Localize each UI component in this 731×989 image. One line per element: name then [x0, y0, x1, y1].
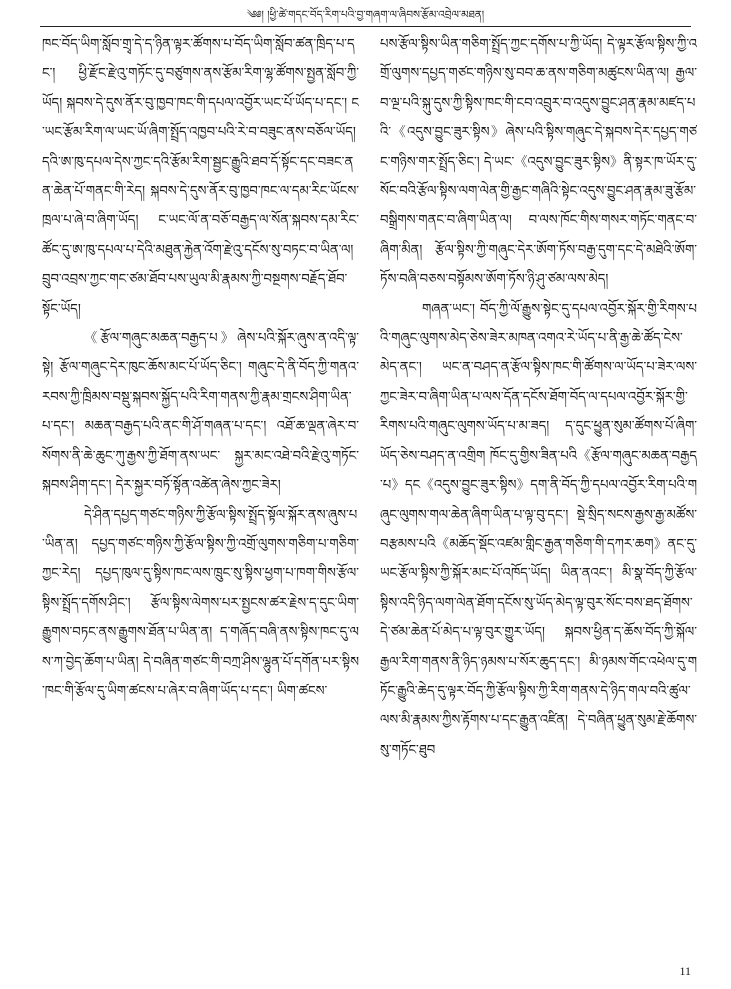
left-column	[42, 30, 359, 706]
right-paragraph-2: གཞན་ཡང་། བོད་ཀྱི་ལོ་རྒྱུས་སྟེང་དུ་དཔལ་འབྱོར་སྐོར་གྱི་རིགས་པའི་གཞུང་ལུགས་མེད་ཅེས་ཟེར་མཁན་འགའ་རེ་ཡོད་པ་ནི་རྒྱ་ཆེ་ཚོད་ངེས་མེད་ནང་། ཡང་ན་བཤད་ན་རྩོལ་སྟིས་ཁང་གི་ཚོགས་ལ་ཡོད་པ་ཟེར་ལས་ཀྱང་ཟེར་བ་ཞིག་ཡིན་པ་ལས་དོན་དངོས་ཐོག་བོད་ལ་དཔལ་འབྱོར་སྐོར་གྱི་རིགས་པའི་གཞུང་ལུགས་ཡོད་པ་མ་ཟད། ད་དུང་ཕྱུན་སུམ་ཚོགས་པོ་ཞིག་ཡོད་ཅེས་བཤད་ན་འགྲིག ཁོང་དུ་གྱིས་ཟིན་པའི《རྩོལ་གཞུང་མཆན་བརྒྱད་པ》དང《འདུས་བྱུང་ཟུར་སྟིས》དག་ནི་བོད་ཀྱི་དཔལ་འབྱོར་རིག་པའི་གཞུང་ལུགས་གལ་ཆེན་ཞིག་ཡིན་པ་ལྟ་བུ་དང་། སྡེ་སྲིད་སངས་རྒྱས་རྒྱ་མཚོས་བརྩམས་པའི《མཆོད་སྡོང་འཛམ་གླིང་རྒྱན་གཅིག་གི་དཀར་ཆག》ནང་དུ་ཡང་རྩོལ་སྟིས་ཀྱི་སྐོར་མང་པོ་འཁོད་ཡོད། ཡིན་ནའང་། མི་སྣ་བོད་ཀྱི་རྩོལ་སྟིས་འདི་ཉིད་ལག་ལེན་ཐོག་དངོས་སུ་ཡོད་མེད་ལྟ་བུར་སོང་བས་ཐད་ཐོགས་དེ་ཙམ་ཆེན་པོ་མེད་པ་ལྟ་བུར་གྱུར་ཡོད། སྐབས་ཕྱིན་ད་ཆོས་བོད་ཀྱི་སྐོལ་རྒྱལ་རིག་གནས་ནི་ཉིད་ཉམས་པ་སོར་ཆུད་དང་། མི་ཉམས་གོང་འཕེལ་དུ་གཏོང་རྒྱུའི་ཆེད་དུ་ལྟར་བོད་ཀྱི་རྩོལ་སྟིས་ཀྱི་རིག་གནས་དེ་ཉིད་གལ་བའི་ཚུལ་ལས་མི་རྣམས་ཀྱིས་རྟོགས་པ་དང་རྒྱུན་འཛིན། དེ་བཞིན་ཕྱུན་སུམ་རྗེ་ཆོགས་སུ་གཏོང་ཐུབ	[380, 301, 697, 758]
left-paragraph-1: ཁང་བོད་ཡིག་སློབ་གྲྭ་དེ་ད་ཉིན་ལྟར་ཚོགས་པ་བོད་ཡིག་སློབ་ཚན་ཁྲིད་པ་དང་། ཕྱི་རྫོང་རྫེའུ་གཏོང་དུ་བཙུགས་ནས་རྩོམ་རིག་ལྷ་ཚོགས་སྤྱན་སློབ་ཀྱི་ཡོད། སྐབས་དེ་དུས་ནོར་བུ་ཁྱབ་ཁང་གི་དཔལ་འབྱོར་ཡང་པོ་ཡོད་པ་དང་། ང་ཡང་རྩོམ་རིག་ལ་ཡང་ཡོ་ཞིག་སྤྲོད་འཁྱབ་པའི་རེ་བ་བཟུང་ནས་བཅོལ་ཡོད། དའི་ཨ་ཁུ་དཔལ་དེས་ཀྱང་དའི་རྩོམ་རིག་སྦྱང་རྒྱུའི་ཐབ་དོ་སྟོང་དང་བཟང་ནན་ཆེན་པོ་གནང་གི་རེད། སྐབས་དེ་དུས་ནོར་བུ་ཁྱབ་ཁང་ལ་དམ་རིང་ཡོངས་ཁྲལ་པ་ཞེ་བ་ཞིག་ཡོད། ང་ཡང་ལོ་ན་བཅོ་བརྒྱད་ལ་སོན་སྐབས་དམ་རིང་ཚོང་དུ་ཨ་ཁུ་དཔལ་པ་དེའི་མཐུན་རྐྱེན་འོག་རྫེའུ་དངོས་སུ་བཏང་བ་ཡིན་ལ། བྲུབ་འབྲས་ཀྱང་གང་ཙམ་ཐོབ་པས་ཡུལ་མི་རྣམས་ཀྱི་བསྔགས་བརྗོད་ཐོབ་སྟོང་ཡོད།	[42, 37, 359, 317]
running-header: ༄༅། །ཕྱི་ཚེ་གདང་བོད་རིག་པའི་བྱ་གཞག་ལ་ཞིབས་རྩོམ་འབྲེལ་མཐན།	[246, 9, 485, 21]
right-paragraph-1: པས་རྩོལ་སྟིས་ཡིན་གཅིག་སྤྲོད་ཀྱང་དགོས་པ་ཀྱི་ཡོད། དེ་ལྟར་རྩོལ་སྟིས་ཀྱི་འགྲོ་ལུགས་དཔྱད་གཙང་གཉིས་སུ་བབ་ཆ་ནས་གཅིག་མཚུངས་ཡིན་ལ། རྒྱལ་བ་ལྔ་པའི་སྐུ་དུས་ཀྱི་སྟིས་ཁང་གི་ངབ་འབྲུར་བ་འདུས་བྱུང་ཤན་རྣམ་མཛད་པའི་《འདུས་བྱུང་ཟུར་སྟིས》ཞེས་པའི་སྟིས་གཞུང་དེ་སྐབས་དེར་དཔྱད་གཙང་གཉིས་གར་སྤྲོད་ཅིང་། དེ་ཡང་《འདུས་བྱུང་ཟུར་སྟིས》ནི་སྟར་ཁ་ཡོར་དུ་སོང་བའི་རྩོལ་སྟིས་ལག་ལེན་གྱི་རྒྱང་གཞིའི་སྟེང་འདུས་བྱུང་ཤན་རྣམ་ཟུ་རྩོམ་བསྒྲིགས་གནང་བ་ཞིག་ཡིན་ལ། བ་ལས་ཁོང་གིས་གསར་གཏོང་གནང་བ་ཞིག་མིན། རྩོལ་སྟིས་ཀྱི་གཞུང་དེར་ཨོག་ཏོས་བརྒྱ་དུག་དང་དེ་མཐེའི་ཨོག་ཏོས་བཞི་བཅས་བསྟོམས་ཨོག་ཏོས་ཉི་ཤུ་ཙམ་ལས་མེད།	[380, 37, 697, 288]
right-column	[380, 30, 697, 765]
left-paragraph-2: 《རྩོལ་གཞུང་མཆན་བརྒྱད་པ》ཞེས་པའི་སྐོར་ཞུས་ན་འདི་ལྟ་སྟེ། རྩོལ་གཞུང་དེར་ཁུང་ཆོས་མང་པོ་ཡོད་ཅིང་། གཞུང་དེ་ནི་བོད་ཀྱི་གནའ་རབས་ཀྱི་ཁྲིམས་བསྡུ་སྐབས་སྐྱོད་པའི་རིག་གནས་ཀྱི་རྣམ་གྲངས་ཤིག་ཡིན་པ་དང་། མཆན་བརྒྱད་པའི་ནང་གི་ཤོ་གཞན་པ་དང་། འཐོ་ཆ་ལྡན་ཞེར་བ་སོགས་ནི་ཆེ་ཆུང་ཀུ་རྒྱས་ཀྱི་ཐོག་ནས་ཡང་ སྐྱར་མང་འཐེ་བའི་རྫེའུ་གཏོང་སྐབས་ཤིག་དང་། དེར་སྐྱར་བཏོ་སྟོན་འཚེན་ཞེས་ཀྱང་ཟེར།	[42, 331, 359, 494]
left-paragraph-3: དེ་ཤིན་དཔྱད་གཙང་གཉིས་ཀྱི་རྩོལ་སྟིས་སྤྲོད་སྟོལ་སྐོར་ནས་ཞུས་པ་ཡིན་ན། དཔྱད་གཙང་གཉིས་ཀྱི་རྩོལ་སྟིས་ཀྱི་འགྲོ་ལུགས་གཅིག་པ་གཅིག་ཀྱང་རེད། དཔྱད་ཁུལ་དུ་སྟིས་ཁང་ལས་ཁྲུང་སུ་སྟིས་ཕྱག་པ་ཁག་གིས་རྩོལ་སྟིས་སྤྲོད་དགོས་ཤིང་། རྩོལ་སྟིས་ལེགས་པར་སྤྱངས་ཚར་རྗེས་ད་དུང་ཡིག་རྒྱུགས་བཏང་ནས་རྒྱུགས་ཐོན་པ་ཡིན་ན། ད་གཞོད་བཞི་ནས་སྟིས་ཁང་དུ་ལས་ཀ་བྱེད་ཆོག་པ་ཡིན། དེ་བཞིན་གཙང་གི་བཀྲ་ཤིས་ལྷུན་པོ་དགོན་པར་སྟིས་ཁང་གི་རྩོལ་དུ་ཡིག་ཚངས་པ་ཞེར་བ་ཞིག་ཡོད་པ་དང་། ཡིག་ཚངས་	[42, 507, 359, 699]
header-rule	[40, 26, 691, 27]
page-number: 11	[679, 964, 691, 978]
